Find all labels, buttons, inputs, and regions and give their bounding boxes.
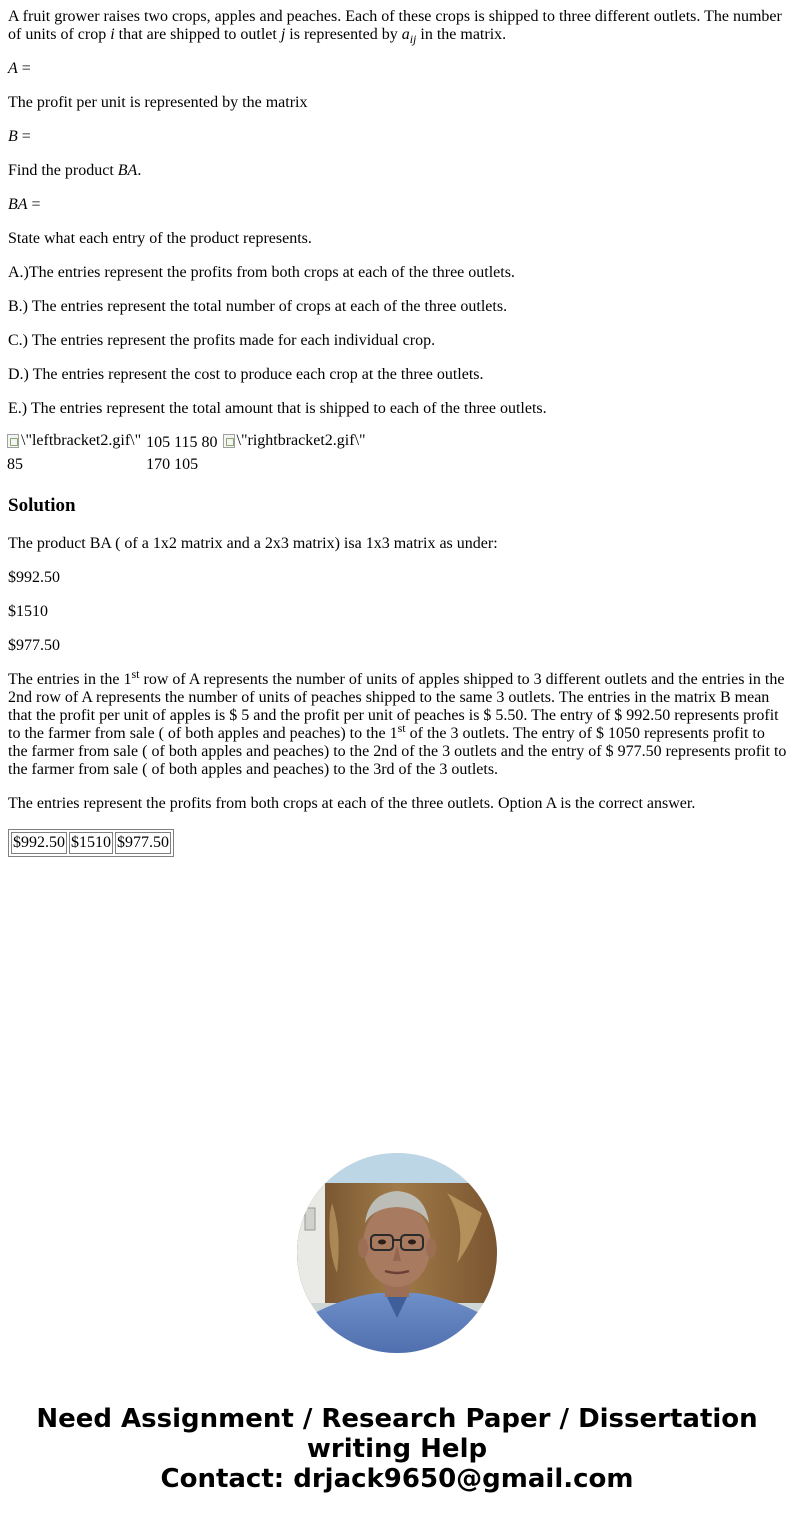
footer-contact: Contact: drjack9650@gmail.com xyxy=(160,1464,634,1494)
matrix-table xyxy=(3,430,370,477)
right-bracket-image xyxy=(223,433,366,449)
option-a: A.)The entries represent the profits from both crops at each of the three outlets. xyxy=(8,264,515,281)
option-b: B.) The entries represent the total number of crops at each of the three outlets. xyxy=(8,298,508,315)
intro-text: in the matrix. xyxy=(416,26,507,43)
matrix-ba-label xyxy=(8,196,788,214)
option-d: D.) The entries represent the cost to produce each crop at the three outlets. xyxy=(8,366,484,383)
matrix-b-label xyxy=(8,128,788,146)
option-e: E.) The entries represent the total amount that is shipped to each of the three outlets. xyxy=(8,400,547,417)
equals-sign: = xyxy=(17,60,31,77)
left-bracket-image xyxy=(7,433,141,449)
solution-intro: The product BA ( of a 1x2 matrix and a 2x3 matrix) isa 1x3 matrix as under: xyxy=(8,535,498,552)
subscript-ij: ij xyxy=(409,32,417,46)
solution-value: $977.50 xyxy=(8,637,60,654)
matrix-a-label xyxy=(8,60,788,78)
image-alt-text: \"rightbracket2.gif\" xyxy=(236,432,366,449)
find-product-text xyxy=(8,162,788,180)
table-row xyxy=(6,456,367,474)
period: . xyxy=(137,162,142,179)
table-cell xyxy=(222,456,367,474)
intro-text: that are shipped to outlet xyxy=(114,26,281,43)
equals-sign: = xyxy=(17,128,31,145)
table-cell xyxy=(222,433,367,453)
table-cell: 105 115 80 xyxy=(146,434,218,451)
superscript-st: st xyxy=(131,667,140,681)
question-intro xyxy=(8,8,788,44)
state-text: State what each entry of the product represents. xyxy=(8,230,312,247)
solution-heading: Solution xyxy=(8,495,76,516)
superscript-st: st xyxy=(397,721,406,735)
footer-line: Need Assignment / Research Paper / Dissertation xyxy=(36,1404,758,1434)
table-cell: 170 105 xyxy=(146,456,199,473)
avatar-portrait xyxy=(297,1153,497,1353)
table-cell: 85 xyxy=(7,456,23,473)
ba-var: BA xyxy=(117,162,138,179)
broken-image-icon xyxy=(223,434,235,448)
table-cell: $992.50 xyxy=(11,832,67,854)
b-label: B xyxy=(8,128,18,145)
intro-text: A fruit grower raises two crops, apples and peaches. Each of these crops is shipped to three different outlets. The number of units of crop xyxy=(8,8,782,43)
explanation-text: of the 3 outlets. The entry of $ 1050 represents profit to the farmer from sale ( of both apples and peaches) to the 2nd of the 3 outlets and the entry of $ 977.50 represents profit to the farmer from sale ( of both apples and peaches) to the 3rd of the 3 outlets. xyxy=(8,725,787,778)
var-a: a xyxy=(401,26,410,43)
var-i: i xyxy=(110,26,115,43)
table-cell xyxy=(6,433,142,453)
solution-value: $992.50 xyxy=(8,569,60,586)
a-label: A xyxy=(8,60,18,77)
conclusion-text: The entries represent the profits from both crops at each of the three outlets. Option A is the correct answer. xyxy=(8,795,696,812)
option-c: C.) The entries represent the profits made for each individual crop. xyxy=(8,332,436,349)
document-content xyxy=(8,8,788,857)
solution-value: $1510 xyxy=(8,603,48,620)
table-row xyxy=(6,433,367,453)
intro-text: is represented by xyxy=(285,26,402,43)
broken-image-icon xyxy=(7,434,19,448)
footer-line: writing Help xyxy=(306,1434,488,1464)
find-text: Find the product xyxy=(8,162,118,179)
profit-text: The profit per unit is represented by the matrix xyxy=(8,94,308,111)
var-j: j xyxy=(280,26,286,43)
explanation-paragraph xyxy=(8,667,788,779)
table-cell: $977.50 xyxy=(115,832,171,854)
table-cell: $1510 xyxy=(69,832,113,854)
explanation-text: row of A represents the number of units of apples shipped to 3 different outlets and the entries in the 2nd row of A represents the number of units of peaches shipped to the same 3 outlets. The entries in the matrix B mean that the profit per unit of apples is $ 5 and the profit per unit of peaches is $ 5.50. The entry of $ 992.50 represents profit to the farmer from sale ( of both apples and peaches) to the 1 xyxy=(8,671,785,742)
footer-banner xyxy=(0,1404,794,1494)
avatar xyxy=(297,1153,497,1353)
equals-sign: = xyxy=(27,196,41,213)
image-alt-text: \"leftbracket2.gif\" xyxy=(21,432,142,449)
table-row xyxy=(11,832,171,854)
result-table xyxy=(8,829,174,857)
ba-label: BA xyxy=(8,196,28,213)
explanation-text: The entries in the 1 xyxy=(8,671,132,688)
